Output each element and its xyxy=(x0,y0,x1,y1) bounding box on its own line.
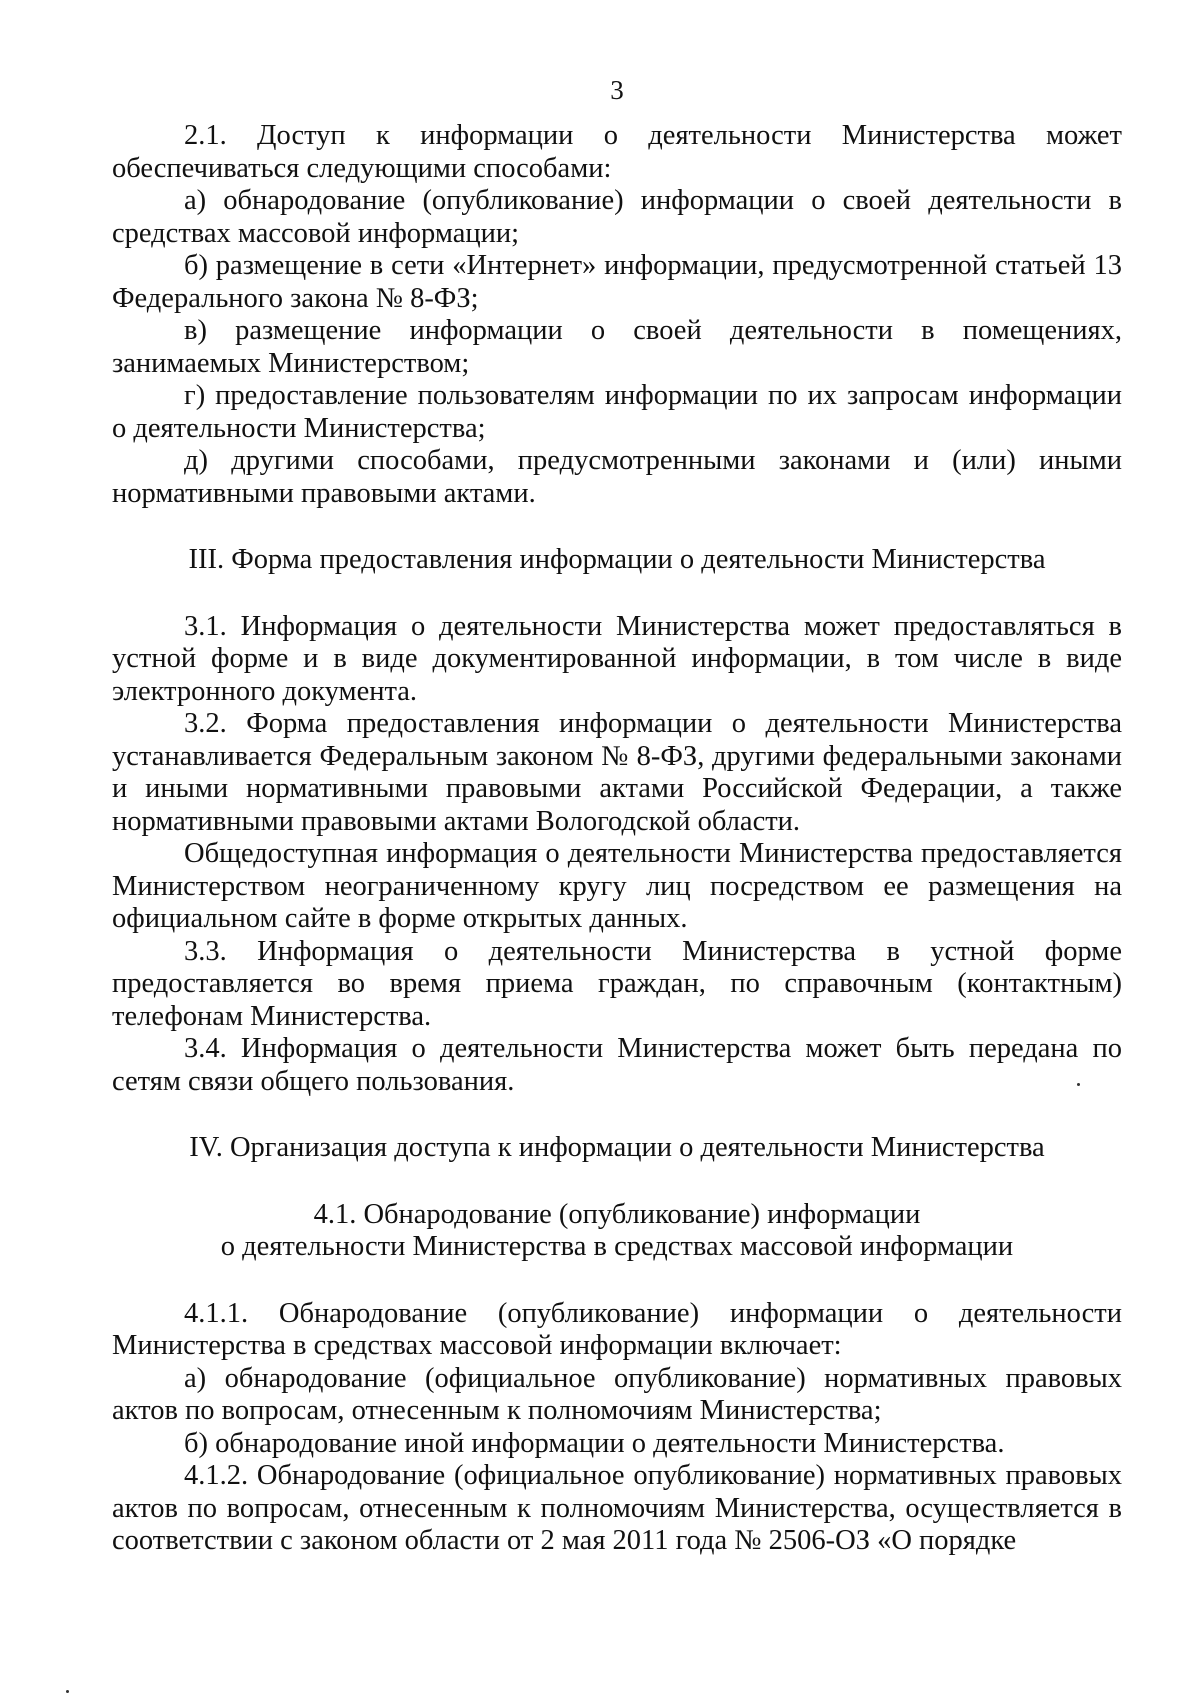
paragraph-2-1-b: б) размещение в сети «Интернет» информации, предусмотренной статьей 13 Федерального закона № 8-ФЗ; xyxy=(112,250,1122,314)
paragraph-2-1-v: в) размещение информации о своей деятельности в помещениях, занимаемых Министерством; xyxy=(112,315,1122,379)
subsection-4-1-heading-line2: о деятельности Министерства в средствах массовой информации xyxy=(220,1231,1014,1262)
subsection-4-1-heading-line1: 4.1. Обнародование (опубликование) информации xyxy=(313,1198,921,1230)
paragraph-4-1-1-a: а) обнародование (официальное опубликование) нормативных правовых актов по вопросам, отнесенным к полномочиям Министерства; xyxy=(112,1362,1122,1426)
paragraph-2-1-d: д) другими способами, предусмотренными законами и (или) иными нормативными правовыми актами. xyxy=(112,445,1122,509)
paragraph-2-1: 2.1. Доступ к информации о деятельности Министерства может обеспечиваться следующими способами: xyxy=(112,120,1122,184)
paragraph-3-4: 3.4. Информация о деятельности Министерства может быть передана по сетям связи общего пользования. xyxy=(112,1033,1122,1097)
paragraph-4-1-1: 4.1.1. Обнародование (опубликование) информации о деятельности Министерства в средствах массовой информации включает: xyxy=(112,1297,1122,1361)
paragraph-4-1-2: 4.1.2. Обнародование (официальное опубликование) нормативных правовых актов по вопросам, отнесенным к полномочиям Министерства, осуществляется в соответствии с законом области от 2 мая 2011 года № 2506-ОЗ «О порядке xyxy=(112,1460,1122,1556)
document-page xyxy=(112,62,1122,1558)
paragraph-3-2: 3.2. Форма предоставления информации о деятельности Министерства устанавливается Федеральным законом № 8-ФЗ, другими федеральными законами и иными нормативными правовыми актами Российской Федерации, а также нормативными правовыми актами Вологодской области. xyxy=(112,708,1122,837)
paragraph-3-3: 3.3. Информация о деятельности Министерства в устной форме предоставляется во время приема граждан, по справочным (контактным) телефонам Министерства. xyxy=(112,935,1122,1032)
scan-speck xyxy=(1077,1083,1080,1086)
section-3-heading: III. Форма предоставления информации о деятельности Министерства xyxy=(188,544,1046,575)
paragraph-3-1: 3.1. Информация о деятельности Министерства может предоставляться в устной форме и в виде документированной информации, в том числе в виде электронного документа. xyxy=(112,610,1122,707)
paragraph-2-1-a: а) обнародование (опубликование) информации о своей деятельности в средствах массовой информации; xyxy=(112,185,1122,249)
scan-speck xyxy=(66,1690,69,1693)
page-number: 3 xyxy=(610,75,624,105)
paragraph-2-1-g: г) предоставление пользователям информации по их запросам информации о деятельности Министерства; xyxy=(112,380,1122,444)
section-4-heading: IV. Организация доступа к информации о деятельности Министерства xyxy=(189,1132,1045,1163)
paragraph-4-1-1-b: б) обнародование иной информации о деятельности Министерства. xyxy=(184,1427,1005,1459)
paragraph-3-2-public: Общедоступная информация о деятельности Министерства предоставляется Министерством неограниченному кругу лиц посредством ее размещения на официальном сайте в форме открытых данных. xyxy=(112,838,1122,934)
